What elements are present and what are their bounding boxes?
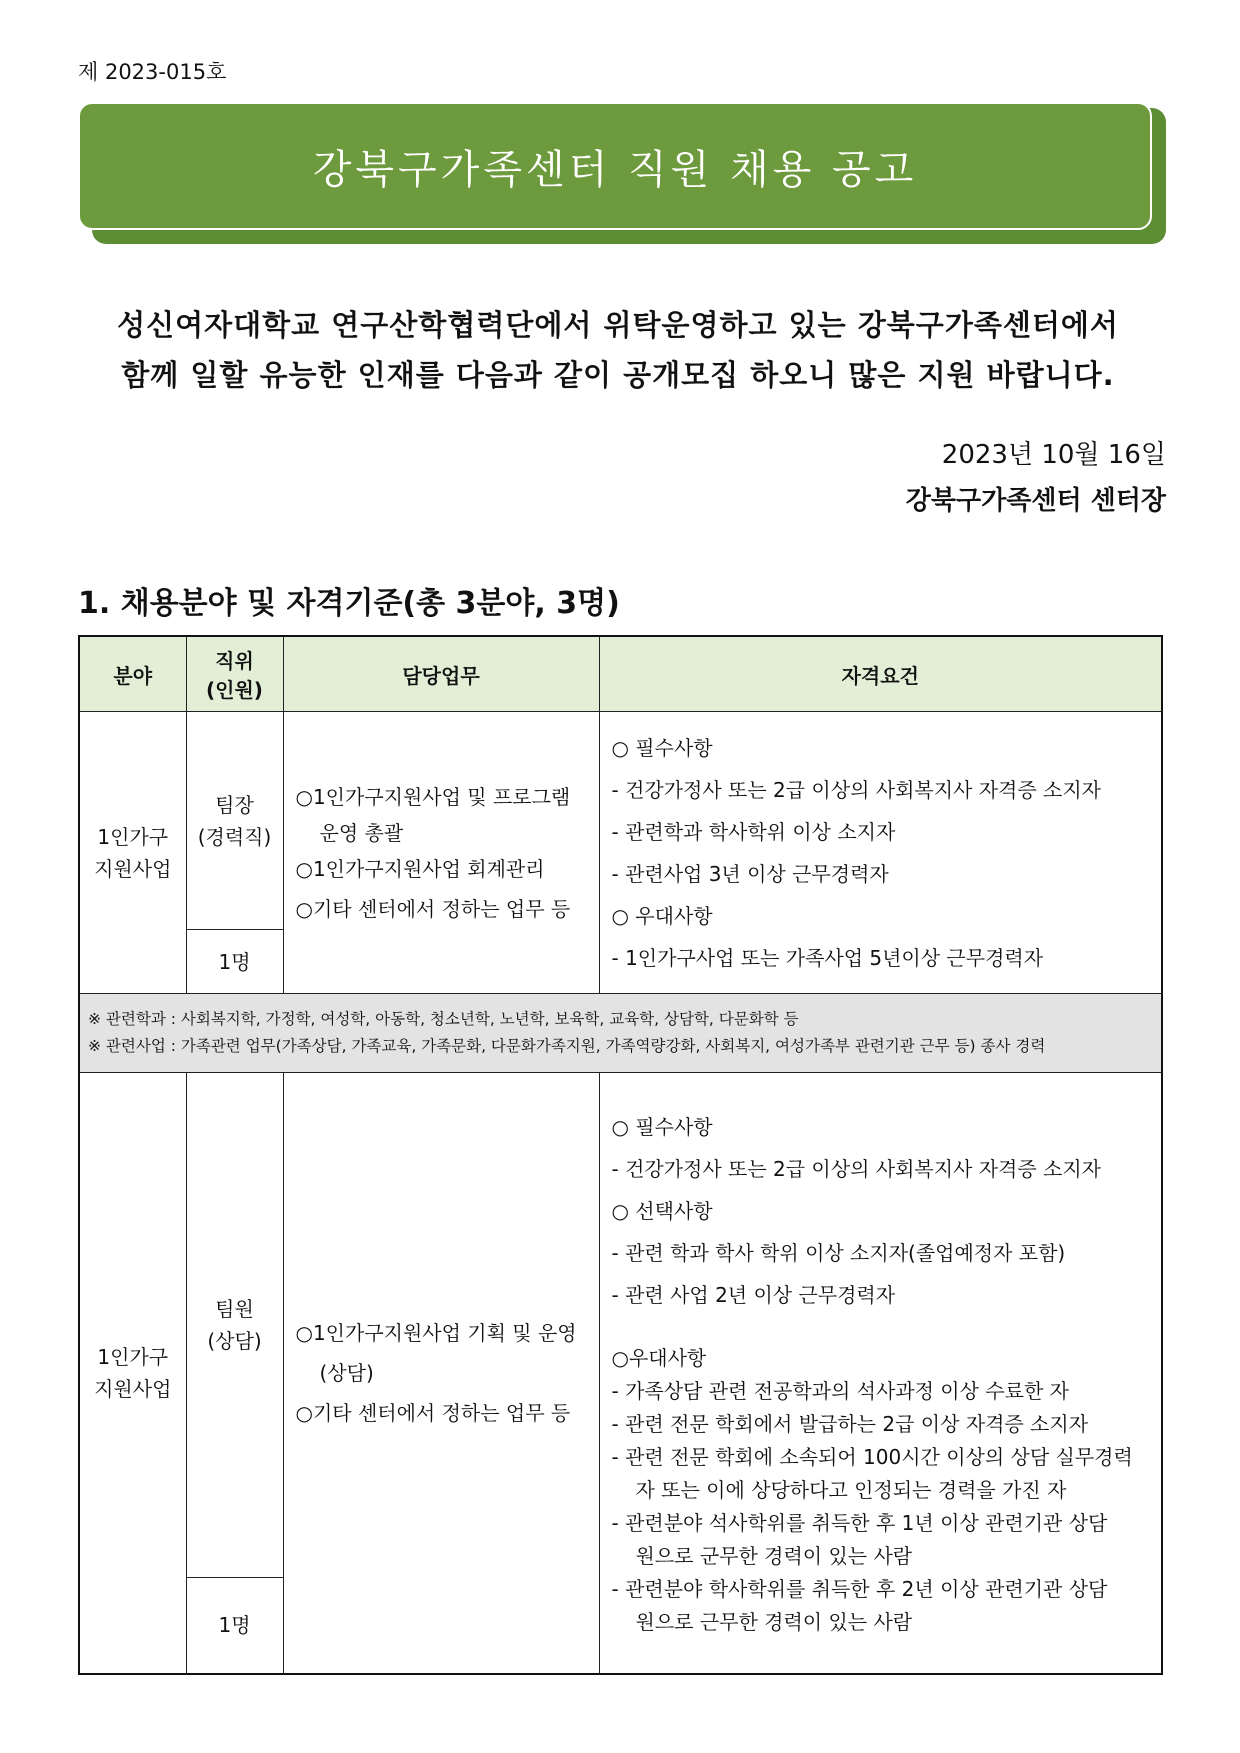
row1-field <box>79 712 186 994</box>
intro-paragraph <box>78 300 1158 400</box>
duty-item: ○1인가구지원사업 및 프로그램 <box>295 784 571 809</box>
req-item: - 관련 전문 학회에서 발급하는 2급 이상 자격증 소지자 <box>611 1412 1089 1437</box>
req-item: - 관련 사업 2년 이상 근무경력자 <box>611 1283 896 1308</box>
req-item: - 관련 전문 학회에 소속되어 100시간 이상의 상담 실무경력 <box>611 1445 1133 1470</box>
row2-duty <box>283 1073 599 1674</box>
spacer <box>612 1316 1154 1342</box>
announcement-date: 2023년 10월 16일 <box>941 440 1166 470</box>
note-line: ※ 관련학과 : 사회복지학, 가정학, 여성학, 아동학, 청소년학, 노년학, 보육학, 교육학, 상담학, 다문화학 등 <box>88 1010 799 1028</box>
document-number: 제 2023-015호 <box>78 60 227 84</box>
recruitment-table <box>78 635 1163 1675</box>
header-requirements: 자격요건 <box>599 636 1162 712</box>
req-item: - 가족상담 관련 전공학과의 석사과정 이상 수료한 자 <box>611 1379 1069 1404</box>
issuer: 강북구가족센터 센터장 <box>905 486 1166 516</box>
notes-row <box>79 994 1162 1073</box>
req-item: - 건강가정사 또는 2급 이상의 사회복지사 자격증 소지자 <box>611 1157 1101 1182</box>
row1-position-line2: (경력직) <box>197 824 272 849</box>
page-title: 강북구가족센터 직원 채용 공고 <box>312 146 918 193</box>
req-item-continued: 원으로 근무한 경력이 있는 사람 <box>635 1610 913 1635</box>
row1-count: 1명 <box>186 930 283 994</box>
table-row <box>79 1073 1162 1578</box>
req-item: - 관련분야 석사학위를 취득한 후 1년 이상 관련기관 상담 <box>611 1511 1108 1536</box>
duty-item-continued: 운영 총괄 <box>319 820 404 845</box>
row2-requirements <box>599 1073 1162 1674</box>
row2-position <box>186 1073 283 1578</box>
row2-count: 1명 <box>186 1578 283 1674</box>
duty-item: ○기타 센터에서 정하는 업무 등 <box>295 1400 571 1425</box>
req-item: - 관련사업 3년 이상 근무경력자 <box>611 861 889 886</box>
duty-item-continued: (상담) <box>319 1360 374 1385</box>
req-item: - 건강가정사 또는 2급 이상의 사회복지사 자격증 소지자 <box>611 777 1101 802</box>
req-item: - 1인가구사업 또는 가족사업 5년이상 근무경력자 <box>611 945 1044 970</box>
header-position-line1: 직위 <box>215 649 254 673</box>
intro-line: 함께 일할 유능한 인재를 다음과 같이 공개모집 하오니 많은 지원 바랍니다. <box>121 358 1115 392</box>
row1-position-line1: 팀장 <box>215 792 254 817</box>
req-heading: ○우대사항 <box>611 1346 707 1371</box>
table-row <box>79 712 1162 930</box>
req-item: - 관련분야 학사학위를 취득한 후 2년 이상 관련기관 상담 <box>611 1577 1108 1602</box>
row2-position-line2: (상담) <box>207 1329 262 1353</box>
header-duty: 담당업무 <box>283 636 599 712</box>
row1-field-line2: 지원사업 <box>94 856 172 881</box>
row2-field <box>79 1073 186 1674</box>
note-line: ※ 관련사업 : 가족관련 업무(가족상담, 가족교육, 가족문화, 다문화가족지원, 가족역량강화, 사회복지, 여성가족부 관련기관 근무 등) 종사 경력 <box>88 1037 1046 1055</box>
req-heading: ○ 필수사항 <box>611 1115 713 1140</box>
duty-item: ○1인가구지원사업 회계관리 <box>295 856 545 881</box>
row1-duty <box>283 712 599 994</box>
notes-cell <box>79 994 1162 1073</box>
table-header-row <box>79 636 1162 712</box>
header-position-line2: (인원) <box>206 678 263 702</box>
req-heading: ○ 선택사항 <box>611 1199 713 1224</box>
row1-requirements <box>599 712 1162 994</box>
req-heading: ○ 필수사항 <box>611 735 713 760</box>
duty-item: ○기타 센터에서 정하는 업무 등 <box>295 896 571 921</box>
req-item: - 관련학과 학사학위 이상 소지자 <box>611 819 896 844</box>
req-item-continued: 자 또는 이에 상당하다고 인정되는 경력을 가진 자 <box>635 1478 1067 1503</box>
header-position <box>186 636 283 712</box>
req-heading: ○ 우대사항 <box>611 903 713 928</box>
section-title: 1. 채용분야 및 자격기준(총 3분야, 3명) <box>78 586 620 621</box>
req-item-continued: 원으로 군무한 경력이 있는 사람 <box>635 1544 913 1569</box>
row2-field-line2: 지원사업 <box>94 1376 172 1401</box>
row1-field-line1: 1인가구 <box>97 824 169 849</box>
row2-field-line1: 1인가구 <box>97 1344 169 1369</box>
row1-position <box>186 712 283 930</box>
row2-position-line1: 팀원 <box>215 1297 254 1321</box>
signature-block <box>906 432 1166 524</box>
req-item: - 관련 학과 학사 학위 이상 소지자(졸업예정자 포함) <box>611 1241 1066 1266</box>
duty-item: ○1인가구지원사업 기획 및 운영 <box>295 1320 577 1345</box>
title-banner <box>78 102 1152 230</box>
intro-line: 성신여자대학교 연구산학협력단에서 위탁운영하고 있는 강북구가족센터에서 <box>117 308 1119 342</box>
header-field: 분야 <box>79 636 186 712</box>
